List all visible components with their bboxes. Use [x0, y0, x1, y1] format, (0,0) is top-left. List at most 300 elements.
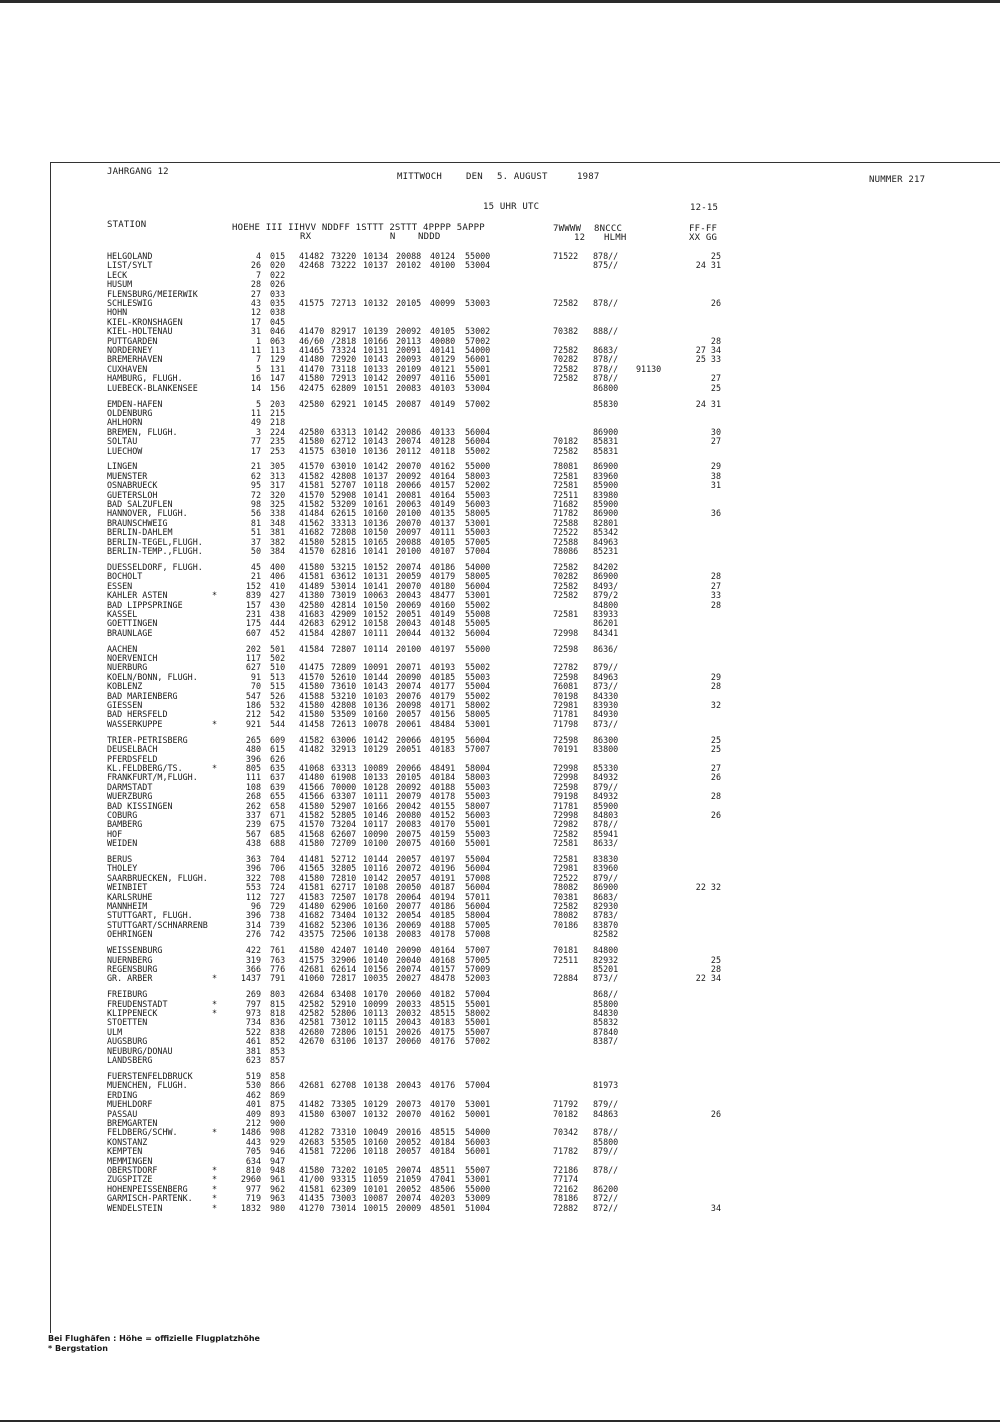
group-gust: 25 33 — [695, 354, 721, 365]
group-dewpoint: 20057 — [396, 872, 422, 883]
group-temperature: 10129 — [363, 1099, 389, 1110]
table-row — [0, 654, 1000, 663]
group-weather: 70282 — [553, 354, 579, 365]
group-cloud: 878// — [593, 363, 619, 374]
group-gust: 28 — [710, 335, 721, 346]
station-index: 858 — [270, 1070, 286, 1081]
table-row — [0, 1037, 1000, 1046]
station-height: 62 — [250, 470, 261, 481]
table-row — [0, 327, 1000, 336]
group-dewpoint: 20044 — [396, 627, 422, 638]
group-dewpoint: 20070 — [396, 517, 422, 528]
group-pressure: 40179 — [430, 690, 456, 701]
group-nddff: 72808 — [331, 527, 357, 538]
group-cloud: 879// — [593, 662, 619, 673]
group-pressure: 40185 — [430, 671, 456, 682]
group-weather: 71781 — [553, 800, 579, 811]
group-dewpoint: 20061 — [396, 718, 422, 729]
group-gust: 22 34 — [695, 973, 721, 984]
group-temperature: 10136 — [363, 517, 389, 528]
station-index: 836 — [270, 1017, 286, 1028]
station-name: BAD KISSINGEN — [107, 800, 173, 811]
group-tendency: 57002 — [465, 1036, 491, 1047]
station-name: LUECHOW — [107, 445, 143, 456]
group-pressure: 40129 — [430, 354, 456, 365]
station-index: 815 — [270, 998, 286, 1009]
group-iihvv: 42683 — [299, 618, 325, 629]
group-dewpoint: 20057 — [396, 709, 422, 720]
group-cloud: 83980 — [593, 489, 619, 500]
group-cloud: 85800 — [593, 998, 619, 1009]
group-gust: 36 — [710, 508, 721, 519]
group-pressure: 40162 — [430, 1108, 456, 1119]
station-height: 98 — [250, 499, 261, 509]
station-name: NEUBURG/DONAU — [107, 1045, 173, 1056]
group-pressure: 40171 — [430, 700, 456, 710]
group-temperature: 10150 — [363, 599, 389, 610]
group-dewpoint: 20093 — [396, 354, 422, 365]
group-dewpoint: 20092 — [396, 470, 422, 481]
group-tendency: 58005 — [465, 709, 491, 720]
group-cloud: 87840 — [593, 1026, 619, 1037]
group-nddff: 93315 — [331, 1174, 357, 1185]
group-dewpoint: 20105 — [396, 298, 422, 308]
group-iihvv: 41581 — [299, 1146, 325, 1157]
group-gust: 22 32 — [695, 882, 721, 893]
group-pressure: 40100 — [430, 260, 456, 271]
group-pressure: 40107 — [430, 546, 456, 556]
group-iihvv: 41580 — [299, 373, 325, 384]
group-nddff: 72613 — [331, 718, 357, 729]
station-index: 038 — [270, 307, 286, 318]
station-name: PASSAU — [107, 1108, 138, 1119]
group-iihvv: 41588 — [299, 690, 325, 701]
group-dewpoint: 20051 — [396, 744, 422, 755]
group-nddff: 42407 — [331, 945, 357, 956]
group-dewpoint: 20009 — [396, 1202, 422, 1213]
group-cloud: 873// — [593, 718, 619, 729]
station-name: WENDELSTEIN — [107, 1202, 163, 1213]
group-dewpoint: 20066 — [396, 480, 422, 491]
station-index: 501 — [270, 643, 286, 654]
group-tendency: 56004 — [465, 882, 491, 893]
station-index: 929 — [270, 1136, 286, 1147]
group-tendency: 55000 — [465, 1183, 491, 1194]
group-tendency: 56004 — [465, 426, 491, 437]
table-row — [0, 1138, 1000, 1147]
group-temperature: 10151 — [363, 1026, 389, 1037]
station-name: OBERSTDORF — [107, 1164, 158, 1175]
group-nddff: 53505 — [331, 1136, 357, 1147]
station-index: 626 — [270, 753, 286, 764]
group-temperature: 10015 — [363, 1202, 389, 1213]
group-temperature: 10136 — [363, 445, 389, 456]
table-row — [0, 299, 1000, 308]
group-tendency: 55003 — [465, 781, 491, 792]
group-pressure: 40178 — [430, 791, 456, 802]
group-tendency: 54000 — [465, 1127, 491, 1138]
group-nddff: 73014 — [331, 1202, 357, 1213]
group-iihvv: 41570 — [299, 671, 325, 682]
group-cloud: 8636/ — [593, 643, 619, 654]
group-nddff: 72506 — [331, 929, 357, 940]
group-tendency: 55004 — [465, 681, 491, 692]
group-nddff: 63612 — [331, 571, 357, 582]
group-weather: 78086 — [553, 546, 579, 556]
group-temperature: 10132 — [363, 1108, 389, 1119]
group-weather: 72186 — [553, 1164, 579, 1175]
group-weather: 72582 — [553, 828, 579, 839]
table-row — [0, 773, 1000, 782]
station-height: 265 — [245, 734, 261, 745]
group-tendency: 55001 — [465, 373, 491, 384]
group-weather: 72598 — [553, 643, 579, 654]
group-weather: 72598 — [553, 734, 579, 745]
station-height: 111 — [245, 772, 261, 783]
group-pressure: 48478 — [430, 973, 456, 984]
station-index: 313 — [270, 470, 286, 481]
station-index: 838 — [270, 1026, 286, 1037]
group-pressure: 40128 — [430, 436, 456, 447]
col-header-main-sub: RX N NDDD — [300, 232, 441, 242]
table-row — [0, 1028, 1000, 1037]
group-tendency: 55003 — [465, 489, 491, 500]
group-temperature: 10138 — [363, 929, 389, 940]
group-weather: 70182 — [553, 1108, 579, 1119]
group-tendency: 53009 — [465, 1193, 491, 1204]
group-dewpoint: 20090 — [396, 671, 422, 682]
group-cloud: 83933 — [593, 608, 619, 619]
group-pressure: 40184 — [430, 1136, 456, 1147]
group-dewpoint: 20051 — [396, 608, 422, 619]
group-weather: 79198 — [553, 791, 579, 802]
station-height: 322 — [245, 872, 261, 883]
station-index: 515 — [270, 681, 286, 692]
table-row — [0, 874, 1000, 883]
group-pressure: 40156 — [430, 709, 456, 720]
station-name: HAMBURG, FLUGH. — [107, 373, 183, 384]
group-iihvv: 41580 — [299, 1108, 325, 1119]
group-nddff: 62717 — [331, 882, 357, 893]
group-nddff: 62912 — [331, 618, 357, 629]
station-name: DARMSTADT — [107, 781, 153, 792]
station-name: NORDERNEY — [107, 345, 153, 355]
group-nddff: 42807 — [331, 627, 357, 638]
group-temperature: 10165 — [363, 536, 389, 547]
group-nddff: 73404 — [331, 910, 357, 921]
group-weather: 70282 — [553, 571, 579, 582]
station-name: LECK — [107, 269, 128, 280]
table-row — [0, 619, 1000, 628]
group-iihvv: 41580 — [299, 945, 325, 956]
station-height: 231 — [245, 608, 261, 619]
group-dewpoint: 20060 — [396, 989, 422, 1000]
group-gust: 25 — [710, 744, 721, 755]
station-index: 727 — [270, 891, 286, 902]
station-name: OEHRINGEN — [107, 929, 153, 940]
group-weather: 72981 — [553, 863, 579, 874]
group-weather: 71798 — [553, 718, 579, 729]
station-index: 156 — [270, 382, 286, 393]
group-cloud: 84800 — [593, 945, 619, 956]
group-nddff: 73610 — [331, 681, 357, 692]
group-iihvv: 42684 — [299, 989, 325, 1000]
group-gust: 24 31 — [695, 398, 721, 409]
station-height: 337 — [245, 809, 261, 820]
station-index: 962 — [270, 1183, 286, 1194]
group-tendency: 55005 — [465, 618, 491, 629]
group-gust: 26 — [710, 772, 721, 783]
table-row — [0, 1081, 1000, 1090]
group-iihvv: 41584 — [299, 627, 325, 638]
group-cloud: 879/2 — [593, 590, 619, 601]
group-dewpoint: 20074 — [396, 1164, 422, 1175]
table-row — [0, 547, 1000, 556]
group-pressure: 48491 — [430, 762, 456, 773]
group-tendency: 58004 — [465, 910, 491, 921]
group-iihvv: 41570 — [299, 489, 325, 500]
station-name: BRAUNLAGE — [107, 627, 153, 638]
station-height: 805 — [245, 762, 261, 773]
group-weather: 76081 — [553, 681, 579, 692]
station-index: 963 — [270, 1193, 286, 1204]
group-iihvv: 41683 — [299, 608, 325, 619]
group-temperature: 10160 — [363, 901, 389, 911]
group-dewpoint: 20077 — [396, 901, 422, 911]
station-height: 7 — [255, 269, 261, 280]
group-extra: 91130 — [636, 363, 662, 374]
group-dewpoint: 20059 — [396, 571, 422, 582]
group-temperature: 10160 — [363, 1136, 389, 1147]
station-name: LINGEN — [107, 461, 138, 472]
group-temperature: 10160 — [363, 508, 389, 519]
group-iihvv: 42582 — [299, 998, 325, 1009]
station-name: OSNABRUECK — [107, 480, 158, 491]
station-height: 396 — [245, 910, 261, 921]
group-nddff: 62708 — [331, 1080, 357, 1091]
group-nddff: 52610 — [331, 671, 357, 682]
group-temperature: 10160 — [363, 709, 389, 720]
group-dewpoint: 20050 — [396, 882, 422, 893]
group-tendency: 57005 — [465, 536, 491, 547]
group-iihvv: 41580 — [299, 709, 325, 720]
group-iihvv: 41470 — [299, 326, 325, 337]
group-temperature: 10161 — [363, 499, 389, 509]
group-weather: 72981 — [553, 700, 579, 710]
group-tendency: 56004 — [465, 436, 491, 447]
group-nddff: 63106 — [331, 1036, 357, 1047]
table-row — [0, 481, 1000, 490]
group-nddff: 73118 — [331, 363, 357, 374]
mountain-marker: * — [212, 1164, 218, 1175]
group-dewpoint: 20070 — [396, 461, 422, 472]
group-dewpoint: 20057 — [396, 854, 422, 864]
group-dewpoint: 20069 — [396, 599, 422, 610]
group-pressure: 40099 — [430, 298, 456, 308]
group-weather: 72522 — [553, 872, 579, 883]
group-temperature: 10111 — [363, 627, 389, 638]
group-temperature: 10136 — [363, 919, 389, 930]
group-cloud: 84341 — [593, 627, 619, 638]
group-tendency: 57011 — [465, 891, 491, 902]
group-tendency: 57004 — [465, 989, 491, 1000]
group-iihvv: 42680 — [299, 1026, 325, 1037]
group-weather: 72522 — [553, 527, 579, 538]
scan-edge-bottom — [0, 1420, 1000, 1422]
group-temperature: 10035 — [363, 973, 389, 984]
group-temperature: 10134 — [363, 251, 389, 261]
group-pressure: 47041 — [430, 1174, 456, 1185]
group-pressure: 40137 — [430, 517, 456, 528]
group-iihvv: 41480 — [299, 772, 325, 783]
table-row — [0, 1147, 1000, 1156]
col-header-station: STATION — [107, 220, 147, 230]
table-row — [0, 1056, 1000, 1065]
group-weather: 72581 — [553, 608, 579, 619]
group-iihvv: 41570 — [299, 819, 325, 830]
group-tendency: 58002 — [465, 1008, 491, 1018]
station-height: 319 — [245, 954, 261, 965]
group-iihvv: 42475 — [299, 382, 325, 393]
group-nddff: 72807 — [331, 643, 357, 654]
group-nddff: 52306 — [331, 919, 357, 930]
group-weather: 72998 — [553, 809, 579, 820]
station-height: 634 — [245, 1155, 261, 1166]
group-iihvv: 41570 — [299, 461, 325, 472]
station-name: HELGOLAND — [107, 251, 153, 261]
year-label: 1987 — [577, 172, 600, 182]
station-height: 186 — [245, 700, 261, 710]
station-name: THOLEY — [107, 863, 138, 874]
group-iihvv: 41580 — [299, 681, 325, 692]
station-index: 129 — [270, 354, 286, 365]
station-index: 033 — [270, 288, 286, 299]
group-tendency: 51004 — [465, 1202, 491, 1213]
group-iihvv: 41582 — [299, 499, 325, 509]
group-dewpoint: 20100 — [396, 643, 422, 654]
group-cloud: 84932 — [593, 772, 619, 783]
station-name: HOF — [107, 828, 123, 839]
station-index: 852 — [270, 1036, 286, 1047]
group-nddff: 73310 — [331, 1127, 357, 1138]
group-cloud: 875// — [593, 260, 619, 271]
group-cloud: 82582 — [593, 929, 619, 940]
group-tendency: 53001 — [465, 1099, 491, 1110]
observation-time: 15 UHR UTC — [483, 202, 540, 212]
group-tendency: 56003 — [465, 499, 491, 509]
station-height: 26 — [250, 260, 261, 271]
group-cloud: 8633/ — [593, 838, 619, 849]
group-iihvv: 41580 — [299, 838, 325, 849]
station-height: 276 — [245, 929, 261, 940]
group-nddff: 63313 — [331, 426, 357, 437]
group-iihvv: 41482 — [299, 744, 325, 755]
station-height: 1832 — [240, 1202, 261, 1213]
station-name: TRIER-PETRISBERG — [107, 734, 188, 745]
group-dewpoint: 20074 — [396, 1193, 422, 1204]
group-nddff: 73324 — [331, 345, 357, 355]
station-index: 348 — [270, 517, 286, 528]
group-pressure: 48515 — [430, 1008, 456, 1018]
group-pressure: 40176 — [430, 1036, 456, 1047]
station-index: 609 — [270, 734, 286, 745]
station-index: 406 — [270, 571, 286, 582]
group-weather: 72588 — [553, 517, 579, 528]
station-name: MUEHLDORF — [107, 1099, 153, 1110]
group-iihvv: 42681 — [299, 963, 325, 974]
group-nddff: 53215 — [331, 561, 357, 572]
group-cloud: 84932 — [593, 791, 619, 802]
station-height: 239 — [245, 819, 261, 830]
group-temperature: 10156 — [363, 963, 389, 974]
station-name: GIESSEN — [107, 700, 143, 710]
group-cloud: 81973 — [593, 1080, 619, 1091]
group-temperature: 10099 — [363, 998, 389, 1009]
group-gust: 27 — [710, 373, 721, 384]
group-nddff: 62607 — [331, 828, 357, 839]
station-height: 4 — [255, 251, 261, 261]
group-nddff: 73220 — [331, 251, 357, 261]
group-nddff: 63010 — [331, 445, 357, 456]
group-gust: 30 — [710, 426, 721, 437]
group-dewpoint: 20109 — [396, 363, 422, 374]
group-temperature: 10103 — [363, 690, 389, 701]
mountain-marker: * — [212, 762, 218, 773]
group-nddff: 72206 — [331, 1146, 357, 1157]
group-dewpoint: 20043 — [396, 1080, 422, 1091]
group-iihvv: 41068 — [299, 762, 325, 773]
group-dewpoint: 20074 — [396, 561, 422, 572]
group-dewpoint: 21059 — [396, 1174, 422, 1185]
group-pressure: 40197 — [430, 643, 456, 654]
group-nddff: 42808 — [331, 470, 357, 481]
group-temperature: 10137 — [363, 470, 389, 481]
group-iihvv: 41/00 — [299, 1174, 325, 1185]
group-nddff: 62614 — [331, 963, 357, 974]
station-index: 704 — [270, 854, 286, 864]
group-cloud: 878// — [593, 251, 619, 261]
station-index: 961 — [270, 1174, 286, 1185]
group-tendency: 55003 — [465, 671, 491, 682]
station-name: COBURG — [107, 809, 138, 820]
group-nddff: 53509 — [331, 709, 357, 720]
group-iihvv: 43575 — [299, 929, 325, 940]
group-weather: 70198 — [553, 690, 579, 701]
group-gust: 33 — [710, 590, 721, 601]
table-row — [0, 1009, 1000, 1018]
group-tendency: 53001 — [465, 590, 491, 601]
group-tendency: 55000 — [465, 461, 491, 472]
group-iihvv: 41484 — [299, 508, 325, 519]
group-iihvv: 41562 — [299, 517, 325, 528]
group-gust: 26 — [710, 809, 721, 820]
group-pressure: 40159 — [430, 828, 456, 839]
group-iihvv: 41060 — [299, 973, 325, 984]
group-dewpoint: 20074 — [396, 681, 422, 692]
group-dewpoint: 20102 — [396, 260, 422, 271]
group-pressure: 40184 — [430, 1146, 456, 1157]
group-temperature: 10143 — [363, 681, 389, 692]
group-nddff: 52910 — [331, 998, 357, 1009]
station-height: 519 — [245, 1070, 261, 1081]
station-height: 553 — [245, 882, 261, 893]
station-height: 443 — [245, 1136, 261, 1147]
station-name: BAD HERSFELD — [107, 709, 168, 720]
station-index: 046 — [270, 326, 286, 337]
station-index: 026 — [270, 279, 286, 290]
group-cloud: 878// — [593, 1164, 619, 1175]
table-row — [0, 409, 1000, 418]
